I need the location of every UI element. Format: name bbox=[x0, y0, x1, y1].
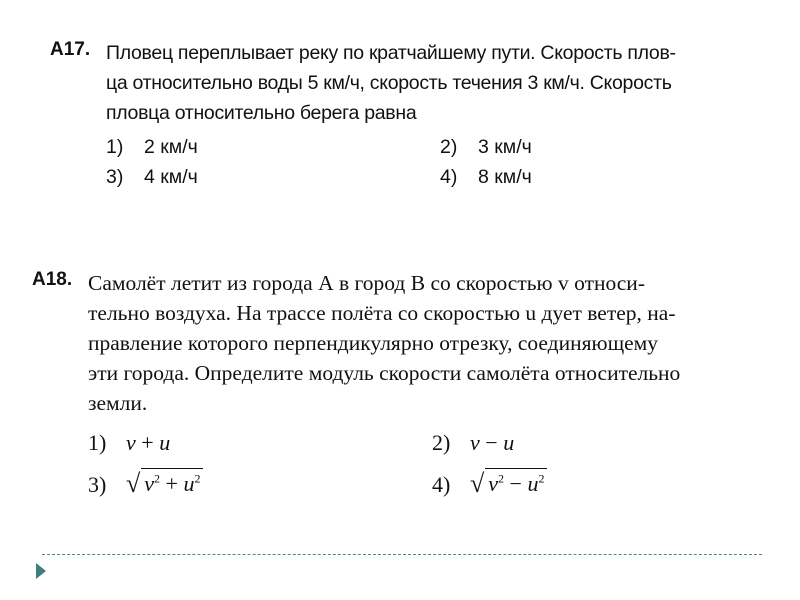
operator: + bbox=[160, 471, 184, 496]
operator: − bbox=[504, 471, 528, 496]
option-number: 2) bbox=[432, 430, 451, 455]
answer-option-1[interactable] bbox=[106, 136, 198, 159]
option-formula bbox=[126, 468, 203, 497]
answer-option-3[interactable] bbox=[106, 166, 198, 189]
text-line: тельно воздуха. На трассе полёта со скоростью u дует ветер, на- bbox=[88, 301, 676, 325]
var-v: v bbox=[144, 471, 155, 496]
text-line: эти города. Определите модуль скорости самолёта относительно bbox=[88, 361, 681, 385]
option-number: 4) bbox=[440, 166, 458, 188]
sqrt-icon: √ bbox=[126, 469, 141, 498]
problem-number: A17. bbox=[50, 39, 91, 60]
var-v: v bbox=[488, 471, 499, 496]
var-u: u bbox=[159, 430, 171, 455]
answer-option-4[interactable] bbox=[432, 468, 547, 498]
var-v: v bbox=[126, 430, 136, 455]
text-line: правление которого перпендикулярно отрезку, соединяющему bbox=[88, 331, 659, 355]
problem-text bbox=[106, 38, 676, 128]
answer-option-4[interactable] bbox=[440, 166, 532, 189]
option-number: 3) bbox=[88, 472, 107, 497]
play-arrow-icon[interactable] bbox=[36, 563, 46, 579]
option-number: 4) bbox=[432, 472, 451, 497]
option-text: 8 км/ч bbox=[478, 166, 532, 188]
problem-text bbox=[88, 268, 680, 418]
text-line: ца относительно воды 5 км/ч, скорость течения 3 км/ч. Скорость bbox=[106, 72, 672, 94]
option-number: 3) bbox=[106, 166, 124, 188]
answer-option-2[interactable] bbox=[440, 136, 532, 159]
option-number: 1) bbox=[88, 430, 107, 455]
option-text: 4 км/ч bbox=[144, 166, 198, 188]
var-u: u bbox=[527, 471, 539, 496]
operator: + bbox=[135, 430, 160, 455]
var-u: u bbox=[183, 471, 195, 496]
option-text: 2 км/ч bbox=[144, 136, 198, 158]
dashed-divider bbox=[42, 554, 762, 555]
operator: − bbox=[479, 430, 504, 455]
option-number: 2) bbox=[440, 136, 458, 158]
option-number: 1) bbox=[106, 136, 124, 158]
option-formula bbox=[470, 430, 514, 455]
text-line: пловца относительно берега равна bbox=[106, 102, 417, 124]
exponent: 2 bbox=[154, 471, 161, 486]
exponent: 2 bbox=[194, 471, 201, 486]
answer-option-2[interactable] bbox=[432, 430, 514, 456]
answer-option-3[interactable] bbox=[88, 468, 203, 498]
answer-option-1[interactable] bbox=[88, 430, 170, 456]
option-formula bbox=[470, 468, 547, 497]
option-formula bbox=[126, 430, 170, 455]
text-line: Пловец переплывает реку по кратчайшему пути. Скорость плов- bbox=[106, 42, 676, 64]
text-line: земли. bbox=[88, 391, 148, 415]
exponent: 2 bbox=[538, 471, 545, 486]
text-line: Самолёт летит из города А в город В со скоростью v относи- bbox=[88, 271, 645, 295]
var-v: v bbox=[470, 430, 480, 455]
option-text: 3 км/ч bbox=[478, 136, 532, 158]
radicand bbox=[141, 468, 203, 497]
exponent: 2 bbox=[498, 471, 505, 486]
problem-number: A18. bbox=[32, 269, 73, 290]
sqrt-icon: √ bbox=[470, 469, 485, 498]
var-u: u bbox=[503, 430, 515, 455]
radicand bbox=[485, 468, 547, 497]
